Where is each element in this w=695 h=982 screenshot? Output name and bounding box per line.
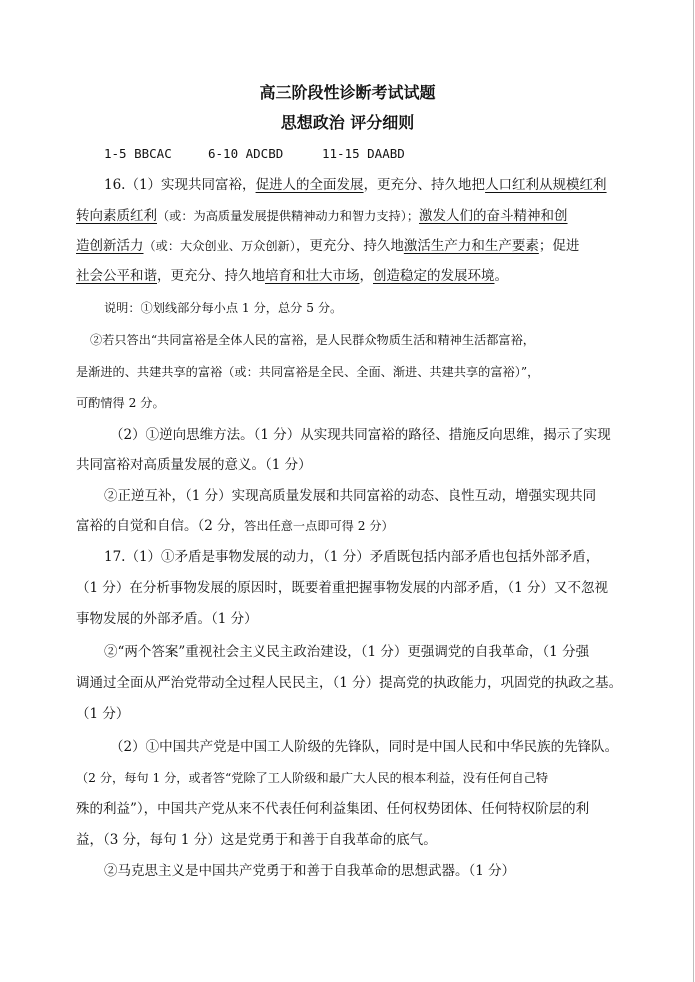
scoring-point: 激活生产力和生产要素 [403,238,539,254]
q16-part2-line-3: ②正逆互补，（1 分）实现高质量发展和共同富裕的动态、良性互动，增强实现共同 [104,488,597,504]
q17-part1b-line-1: ②“两个答案”重视社会主义民主政治建设，（1 分）更强调党的自我革命，（1 分强 [104,644,590,660]
q17-part1b-line-2: 调通过全面从严治党带动全过程人民民主，（1 分）提高党的执政能力，巩固党的执政之基。 [76,675,623,691]
q16-note-1: 说明：①划线部分每小点 1 分，总分 5 分。 [104,301,343,315]
q17-part1b-line-3: （1 分） [76,706,130,722]
answer-group-1: 1-5 BBCAC [104,146,172,161]
q16-line-4 [76,266,508,286]
q16-line-2 [76,206,568,226]
scoring-point: 激发人们的奋斗精神和创 [419,208,568,224]
q17-part2-line-2: （2 分，每句 1 分，或者答“党除了工人阶级和最广大人民的根本利益，没有任何自己特 [76,771,549,785]
q17-part1-line-2: （1 分）在分析事物发展的原因时，既要着重把握事物发展的内部矛盾，（1 分）又不忽视 [76,580,609,596]
answer-group-3: 11-15 DAABD [322,146,405,161]
q16-part2-line-4 [76,516,394,536]
page-title: 高三阶段性诊断考试试题 [259,83,436,102]
answer-group-2: 6-10 ADCBD [208,146,284,161]
q17-part2-line-4: 益，（3 分，每句 1 分）这是党勇于和善于自我革命的底气。 [76,832,437,848]
q17-part2-line-3: 殊的利益”），中国共产党从来不代表任何利益集团、任何权势团体、任何特权阶层的利 [76,801,590,817]
scoring-point: 造创新活力 [76,238,144,254]
text: 答出任意一点即可得 2 分） [244,519,394,533]
q16-part2-line-1: （2）①逆向思维方法。（1 分）从实现共同富裕的路径、措施反向思维，揭示了实现 [110,427,611,443]
q17-part1-line-1: 17.（1）①矛盾是事物发展的动力，（1 分）矛盾既包括内部矛盾也包括外部矛盾， [104,549,600,565]
scoring-point: 社会公平和谐 [76,268,157,284]
page-edge [693,0,694,982]
alternative-answer: （或：大众创业、万众创新） [143,239,296,253]
text: ， [359,268,373,284]
scoring-point: 促进人的全面发展 [255,177,364,193]
q16-note-3: 是渐进的、共建共享的富裕（或：共同富裕是全民、全面、渐进、共建共享的富裕）”， [76,365,540,379]
scoring-point: 转向素质红利 [76,208,157,224]
q16-line-1 [104,175,607,195]
alternative-answer: （或：为高质量发展提供精神动力和智力支持）； [157,209,420,223]
q16-note-2: ②若只答出“共同富裕是全体人民的富裕，是人民群众物质生活和精神生活都富裕， [90,333,535,347]
text: ，更充分、持久地 [295,238,404,254]
text: 富裕的自觉和自信。（2 分， [76,518,245,534]
q17-part2-line-1: （2）①中国共产党是中国工人阶级的先锋队，同时是中国人民和中华民族的先锋队。 [110,739,619,755]
q17-part2-line-5: ②马克思主义是中国共产党勇于和善于自我革命的思想武器。（1 分） [104,863,516,879]
text: ；促进 [538,238,580,254]
text: 16.（1）实现共同富裕， [104,177,256,193]
page-subtitle: 思想政治 评分细则 [280,113,415,132]
scoring-point: 培育和壮大市场 [265,268,360,284]
text: ，更充分、持久地把 [363,177,486,193]
q16-note-4: 可酌情得 2 分。 [76,396,165,410]
scoring-point: 人口红利从规模红利 [485,177,607,193]
scoring-point: 创造稳定的发展环境 [373,268,495,284]
q16-part2-line-2: 共同富裕对高质量发展的意义。（1 分） [76,457,312,473]
q17-part1-line-3: 事物发展的外部矛盾。（1 分） [76,611,258,627]
q16-line-3 [76,236,579,256]
text: ，更充分、持久地 [157,268,265,284]
text: 。 [494,268,508,284]
